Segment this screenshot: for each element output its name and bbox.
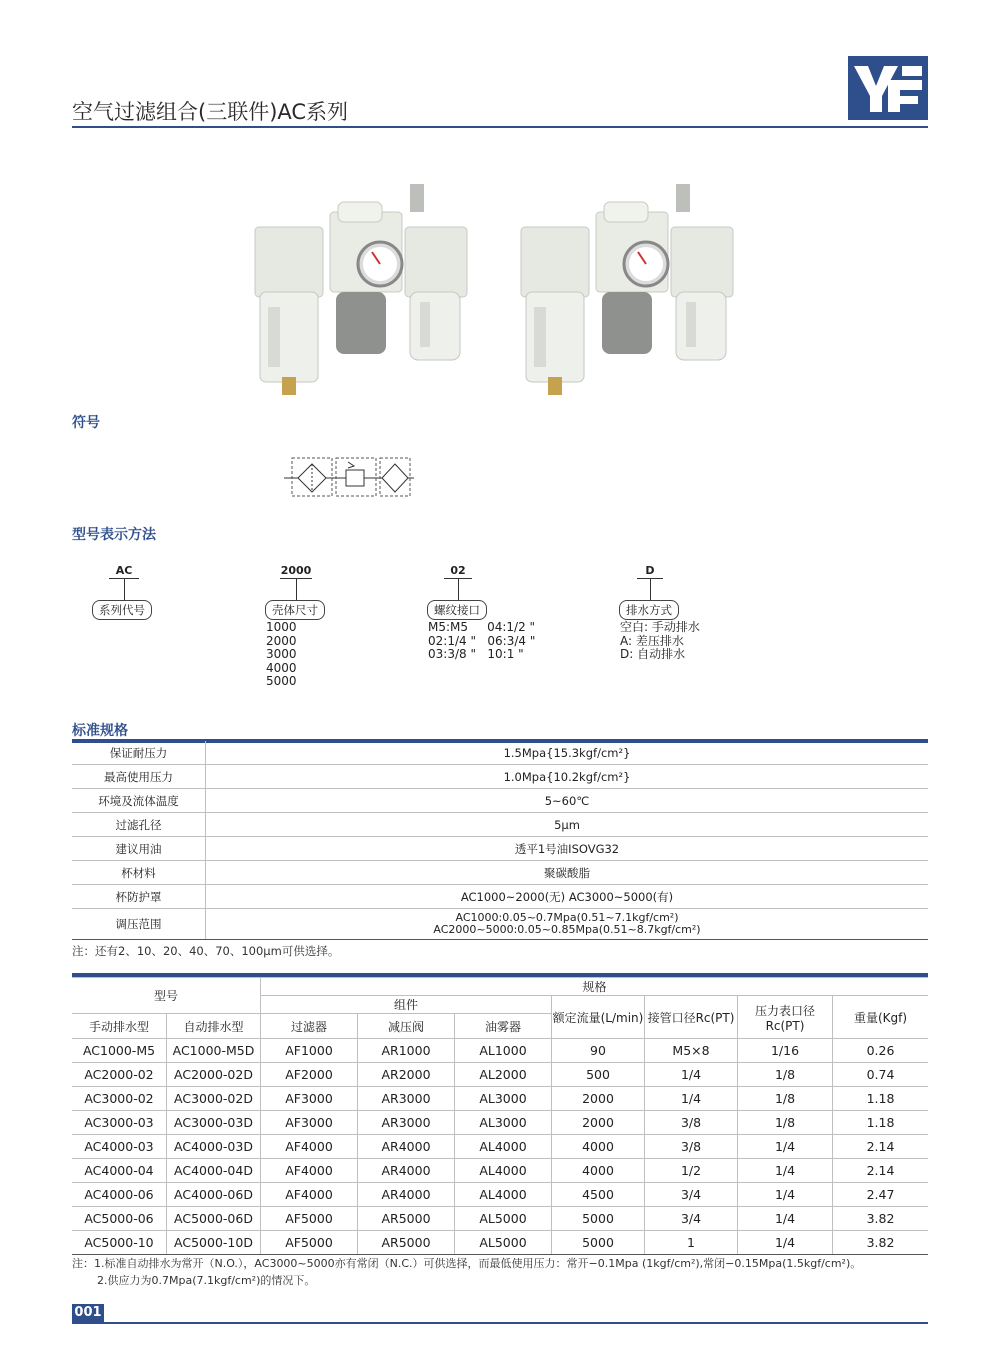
spec-row [72,765,928,789]
cell-weight: 3.82 [833,1207,929,1231]
cell-manual: AC3000-02 [72,1087,167,1111]
cell-port: 3/4 [645,1207,738,1231]
cell-port: 3/8 [645,1135,738,1159]
cell-gauge: 1/4 [738,1135,833,1159]
code-connector [296,578,297,600]
cell-port: 1 [645,1231,738,1255]
cell-regulator: AR4000 [358,1135,455,1159]
spec-row [72,813,928,837]
cell-lubricator: AL5000 [455,1231,552,1255]
header-port: 接管口径Rc(PT) [645,996,738,1039]
cell-gauge: 1/4 [738,1159,833,1183]
code-connector [650,578,651,600]
cell-weight: 0.74 [833,1063,929,1087]
cell-regulator: AR4000 [358,1159,455,1183]
cell-gauge: 1/8 [738,1087,833,1111]
cell-weight: 3.82 [833,1231,929,1255]
cell-regulator: AR4000 [358,1183,455,1207]
cell-gauge: 1/8 [738,1063,833,1087]
spec-value-line: AC1000:0.05~0.7Mpa(0.51~7.1kgf/cm²) [455,911,679,924]
code-drain: D [645,564,655,577]
cell-port: 1/4 [645,1087,738,1111]
cell-filter: AF4000 [261,1159,358,1183]
table-row [72,1087,928,1111]
code-label-port: 螺纹接口 [427,600,487,620]
cell-weight: 2.14 [833,1135,929,1159]
spec-value-line: AC2000~5000:0.05~0.85Mpa(0.51~8.7kgf/cm²) [433,923,701,936]
cell-manual: AC4000-03 [72,1135,167,1159]
cell-auto: AC4000-03D [167,1135,261,1159]
cell-flow: 5000 [552,1231,645,1255]
cell-manual: AC5000-10 [72,1231,167,1255]
spec-key: 杯防护罩 [72,885,206,909]
code-label-series: 系列代号 [92,600,152,620]
cell-regulator: AR3000 [358,1111,455,1135]
cell-flow: 90 [552,1039,645,1063]
cell-filter: AF5000 [261,1207,358,1231]
header-flow: 额定流量(L/min) [552,996,645,1039]
code-options-drain: 空白: 手动排水 A: 差压排水 D: 自动排水 [620,620,700,661]
spec-note: 注：还有2、10、20、40、70、100μm可供选择。 [72,944,340,958]
cell-filter: AF3000 [261,1087,358,1111]
table-row [72,1039,928,1063]
cell-auto: AC5000-10D [167,1231,261,1255]
cell-flow: 4500 [552,1183,645,1207]
page-title: 空气过滤组合(三联件)AC系列 [72,100,349,124]
cell-manual: AC4000-06 [72,1183,167,1207]
cell-lubricator: AL1000 [455,1039,552,1063]
code-label-drain: 排水方式 [619,600,679,620]
header-model: 型号 [72,978,261,1014]
header-regulator: 减压阀 [358,1014,455,1039]
cell-gauge: 1/4 [738,1183,833,1207]
spec-value: 聚碳酸脂 [206,861,929,885]
code-series: AC [115,564,133,577]
spec-value: 5μm [206,813,929,837]
code-connector [458,578,459,600]
model-table [72,977,928,1255]
code-port: 02 [450,564,466,577]
spec-row [72,909,928,940]
cell-regulator: AR5000 [358,1207,455,1231]
cell-lubricator: AL5000 [455,1207,552,1231]
header-gauge: 压力表口径Rc(PT) [738,996,833,1039]
cell-manual: AC1000-M5 [72,1039,167,1063]
footer-rule [72,1322,928,1324]
cell-manual: AC2000-02 [72,1063,167,1087]
cell-flow: 2000 [552,1087,645,1111]
header-filter: 过滤器 [261,1014,358,1039]
cell-filter: AF1000 [261,1039,358,1063]
brand-logo [848,56,928,120]
footnote-1: 注：1.标准自动排水为常开（N.O.），AC3000~5000亦有常闭（N.C.）可供选择，而最低使用压力：常开−0.1Mpa (1kgf/cm²),常闭−0.15Mpa(1.5kgf/cm²)。 [72,1257,862,1270]
table-row [72,1183,928,1207]
cell-flow: 2000 [552,1111,645,1135]
page-number: 001 [72,1304,104,1322]
cell-auto: AC2000-02D [167,1063,261,1087]
cell-lubricator: AL4000 [455,1159,552,1183]
cell-port: 3/8 [645,1111,738,1135]
cell-port: 1/2 [645,1159,738,1183]
cell-lubricator: AL4000 [455,1135,552,1159]
cell-manual: AC3000-03 [72,1111,167,1135]
spec-row [72,837,928,861]
cell-weight: 2.47 [833,1183,929,1207]
cell-auto: AC3000-03D [167,1111,261,1135]
cell-flow: 4000 [552,1159,645,1183]
product-image-left [250,172,490,402]
cell-weight: 1.18 [833,1111,929,1135]
cell-regulator: AR3000 [358,1087,455,1111]
spec-table [72,741,928,940]
section-title-symbol: 符号 [72,415,100,431]
spec-row [72,789,928,813]
section-title-spec: 标准规格 [72,723,128,739]
footnote-2: 2.供应力为0.7Mpa(7.1kgf/cm²)的情况下。 [97,1274,316,1287]
spec-value: 5~60℃ [206,789,929,813]
table-row [72,1159,928,1183]
product-image-right [516,172,756,402]
cell-filter: AF5000 [261,1231,358,1255]
cell-port: 1/4 [645,1063,738,1087]
cell-lubricator: AL3000 [455,1111,552,1135]
cell-auto: AC5000-06D [167,1207,261,1231]
table-row [72,1207,928,1231]
spec-row [72,885,928,909]
cell-lubricator: AL4000 [455,1183,552,1207]
header-rule [72,126,928,128]
cell-auto: AC4000-06D [167,1183,261,1207]
cell-auto: AC4000-04D [167,1159,261,1183]
cell-flow: 5000 [552,1207,645,1231]
header-manual: 手动排水型 [72,1014,167,1039]
header-weight: 重量(Kgf) [833,996,929,1039]
spec-value: AC1000~2000(无) AC3000~5000(有) [206,885,929,909]
cell-flow: 500 [552,1063,645,1087]
cell-gauge: 1/16 [738,1039,833,1063]
spec-row [72,741,928,765]
cell-gauge: 1/8 [738,1111,833,1135]
cell-weight: 0.26 [833,1039,929,1063]
cell-filter: AF2000 [261,1063,358,1087]
code-options-port: M5:M5 04:1/2 " 02:1/4 " 06:3/4 " 03:3/8 " 10:1 " [428,620,536,661]
spec-key: 过滤孔径 [72,813,206,837]
spec-key: 建议用油 [72,837,206,861]
cell-port: 3/4 [645,1183,738,1207]
cell-auto: AC1000-M5D [167,1039,261,1063]
cell-gauge: 1/4 [738,1231,833,1255]
cell-filter: AF4000 [261,1135,358,1159]
table-row [72,1135,928,1159]
header-spec: 规格 [261,978,929,996]
spec-key: 杯材料 [72,861,206,885]
spec-value: 透平1号油ISOVG32 [206,837,929,861]
spec-key: 调压范围 [72,909,206,940]
spec-key: 保证耐压力 [72,741,206,765]
cell-weight: 1.18 [833,1087,929,1111]
code-label-size: 壳体尺寸 [265,600,325,620]
code-size: 2000 [280,564,312,577]
cell-auto: AC3000-02D [167,1087,261,1111]
cell-regulator: AR2000 [358,1063,455,1087]
pneumatic-symbol [284,456,414,504]
table-row [72,1063,928,1087]
section-title-model: 型号表示方法 [72,527,156,543]
cell-regulator: AR5000 [358,1231,455,1255]
header-parts: 组件 [261,996,552,1014]
cell-manual: AC5000-06 [72,1207,167,1231]
cell-gauge: 1/4 [738,1207,833,1231]
spec-value: 1.0Mpa{10.2kgf/cm²} [206,765,929,789]
spec-key: 环境及流体温度 [72,789,206,813]
cell-regulator: AR1000 [358,1039,455,1063]
spec-value [206,909,929,940]
cell-flow: 4000 [552,1135,645,1159]
spec-row [72,861,928,885]
cell-lubricator: AL3000 [455,1087,552,1111]
cell-weight: 2.14 [833,1159,929,1183]
cell-filter: AF4000 [261,1183,358,1207]
code-options-size: 1000 2000 3000 4000 5000 [266,620,297,688]
cell-manual: AC4000-04 [72,1159,167,1183]
table-row [72,1111,928,1135]
header-auto: 自动排水型 [167,1014,261,1039]
cell-port: M5×8 [645,1039,738,1063]
cell-lubricator: AL2000 [455,1063,552,1087]
header-lubricator: 油雾器 [455,1014,552,1039]
spec-value: 1.5Mpa{15.3kgf/cm²} [206,741,929,765]
cell-filter: AF3000 [261,1111,358,1135]
table-row [72,1231,928,1255]
code-connector [124,578,125,600]
spec-key: 最高使用压力 [72,765,206,789]
